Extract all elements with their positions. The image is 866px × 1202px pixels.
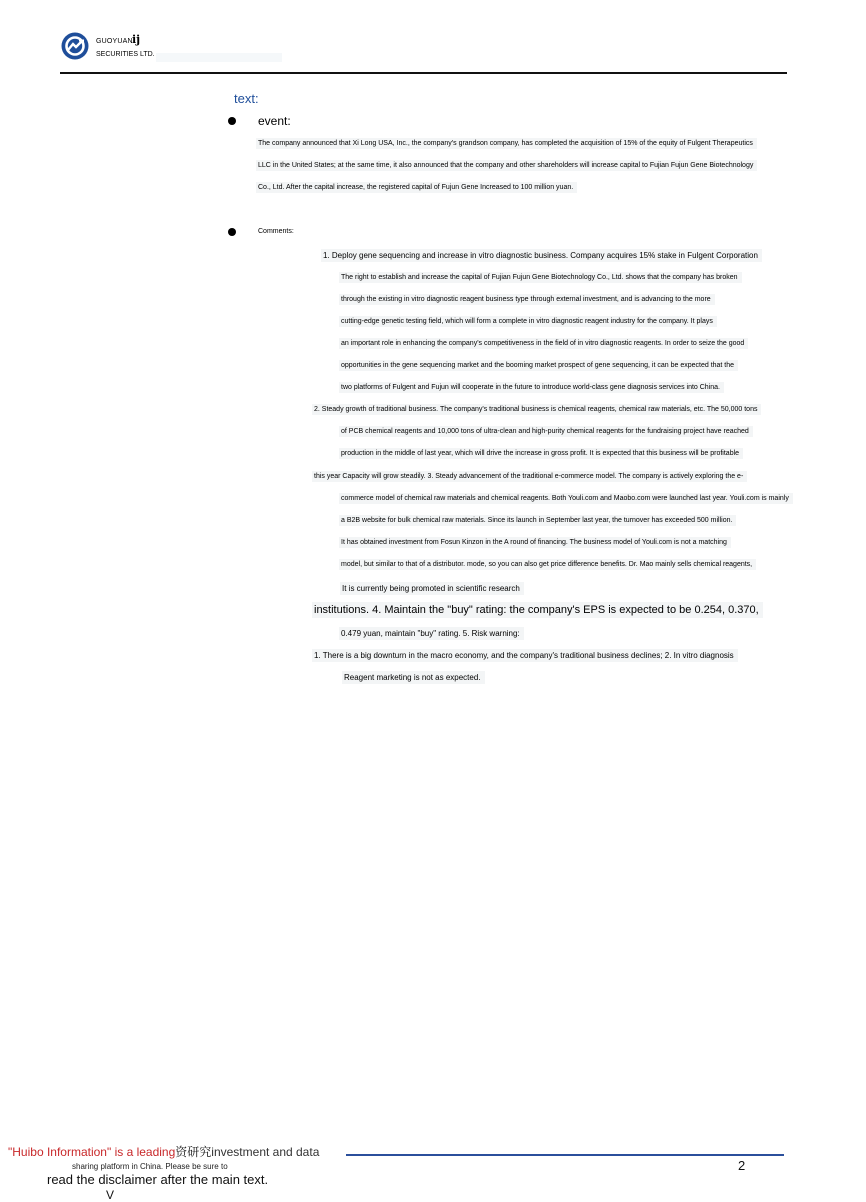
comments-bullet-icon [228,228,236,236]
header-shade [156,53,282,62]
comment-line: Reagent marketing is not as expected. [342,671,485,684]
comment-line: 1. There is a big downturn in the macro economy, and the company's traditional business declines; 2. In vitro diagnosis [312,649,738,662]
comment-line: a B2B website for bulk chemical raw materials. Since its launch in September last year, the turnover has exceeded 500 million. [339,515,736,526]
comment-line: of PCB chemical reagents and 10,000 tons of ultra-clean and high-purity chemical reagents for the fundraising project have reached [339,426,753,437]
footer-fragment: V [106,1188,115,1202]
comment-line: through the existing in vitro diagnostic reagent business type through external investment, and is advancing to the more [339,294,715,305]
comment-line: institutions. 4. Maintain the "buy" rating: the company's EPS is expected to be 0.254, 0.370, [312,602,763,618]
comment-line: It is currently being promoted in scientific research [340,582,524,595]
comment-line: The right to establish and increase the capital of Fujian Fujun Gene Biotechnology Co., Ltd. shows that the company has broken [339,272,742,283]
footer-cjk-text: 资研究 [175,1145,212,1159]
comment-line: two platforms of Fulgent and Fujun will cooperate in the future to introduce world-class gene diagnosis services into China. [339,382,724,393]
comment-line: cutting-edge genetic testing field, which will form a complete in vitro diagnostic reagent industry for the company. It plays [339,316,717,327]
comments-heading: Comments: [258,228,294,235]
comment-line: 0.479 yuan, maintain "buy" rating. 5. Risk warning: [339,627,524,640]
comment-line: It has obtained investment from Fosun Kinzon in the A round of financing. The business model of Youli.com is not a matching [339,537,731,548]
footer-disclaimer-line2: sharing platform in China. Please be sure to [72,1162,228,1171]
page-number: 2 [738,1158,746,1173]
event-line: LLC in the United States; at the same time, it also announced that the company and other shareholders will increase capital to Fujian Fujun Gene Biotechnology [256,160,757,171]
event-line: Co., Ltd. After the capital increase, the registered capital of Fujun Gene Increased to 100 million yuan. [256,182,577,193]
comment-line: an important role in enhancing the company's competitiveness in the field of in vitro diagnostic reagents. In order to seize the good [339,338,748,349]
event-bullet-icon [228,117,236,125]
event-line: The company announced that Xi Long USA, Inc., the company's grandson company, has completed the acquisition of 15% of the equity of Fulgent Therapeutics [256,138,757,149]
brand-name: GUOYUAN [96,38,133,45]
footer-divider [346,1154,784,1156]
brand-subtitle: SECURITIES LTD. [96,51,155,58]
footer-disclaimer-lead [8,1143,319,1160]
footer-disclaimer-line3: read the disclaimer after the main text. [47,1172,269,1187]
footer-tail-text: investment and data [211,1145,320,1159]
comment-line: model, but similar to that of a distributor. mode, so you can also get price difference benefits. Dr. Mao mainly sells chemical reagents, [339,559,756,570]
comment-line: 2. Steady growth of traditional business. The company's traditional business is chemical reagents, chemical raw materials, etc. The 50,000 tons [312,404,761,415]
guoyuan-logo-icon [60,31,90,61]
section-title: text: [234,91,259,106]
footer-red-text: "Huibo Information" is a leading [8,1145,176,1159]
comment-line: production in the middle of last year, which will drive the increase in gross profit. It is expected that this business will be profitable [339,448,743,459]
comment-line: 1. Deploy gene sequencing and increase in vitro diagnostic business. Company acquires 15% stake in Fulgent Corporation [321,249,762,262]
event-heading: event: [258,114,291,128]
header-divider [60,72,787,74]
brand-seal-glyph: ij [132,33,141,46]
comment-line: this year Capacity will grow steadily. 3. Steady advancement of the traditional e-commerce model. The company is actively exploring the e- [312,471,747,482]
comment-line: opportunities in the gene sequencing market and the booming market prospect of gene sequencing, it can be expected that the [339,360,738,371]
comment-line: commerce model of chemical raw materials and chemical reagents. Both Youli.com and Maobo.com were launched last year. Youli.com is mainly [339,493,793,504]
